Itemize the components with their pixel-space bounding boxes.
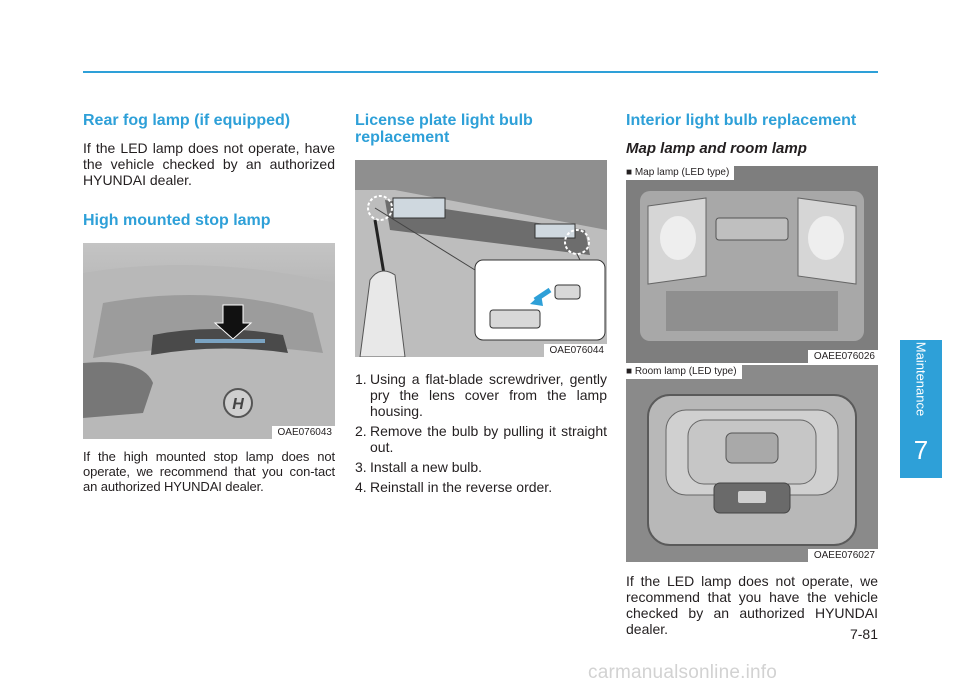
figure-code: OAEE076027 <box>808 549 878 562</box>
map-room-lamp-subheading: Map lamp and room lamp <box>626 140 807 157</box>
column-3 <box>626 108 878 637</box>
map-lamp-illustration <box>626 166 878 363</box>
chapter-tab-label <box>900 340 942 418</box>
step-item <box>355 479 607 495</box>
figure-label: ■ Map lamp (LED type) <box>626 166 734 180</box>
step-number: 1. <box>355 371 367 387</box>
figure-label: ■ Room lamp (LED type) <box>626 365 742 379</box>
page-number: 7-81 <box>849 626 878 642</box>
chapter-tab-label-text: Maintenance <box>913 341 929 417</box>
watermark: carmanualsonline.info <box>588 662 778 683</box>
step-text: Remove the bulb by pulling it straight out. <box>370 423 607 455</box>
rear-fog-lamp-text: If the LED lamp does not operate, have the vehicle checked by an authorized HYUNDAI dealer. <box>83 140 335 188</box>
rear-fog-lamp-heading: Rear fog lamp (if equipped) <box>83 112 291 129</box>
step-text: Using a flat-blade screwdriver, gently pry the lens cover from the lamp housing. <box>370 371 607 419</box>
figure-code: OAE076043 <box>272 426 336 439</box>
car-rear-illustration <box>83 243 335 439</box>
step-number: 3. <box>355 459 367 475</box>
interior-light-text: If the LED lamp does not operate, we recommend that you have the vehicle checked by an authorized HYUNDAI dealer. <box>626 573 878 637</box>
top-rule <box>83 71 878 73</box>
license-plate-illustration <box>355 160 607 357</box>
room-lamp-figure <box>626 365 878 562</box>
room-lamp-illustration <box>626 365 878 562</box>
high-mounted-stop-lamp-figure <box>83 243 335 439</box>
svg-text:H: H <box>232 396 244 413</box>
step-item <box>355 423 607 455</box>
high-mounted-stop-lamp-text: If the high mounted stop lamp does not operate, we recommend that you con-tact an authorized HYUNDAI dealer. <box>83 449 335 494</box>
step-text: Install a new bulb. <box>370 459 483 475</box>
column-2 <box>355 108 607 499</box>
figure-code: OAEE076026 <box>808 350 878 363</box>
step-text: Reinstall in the reverse order. <box>370 479 553 495</box>
step-item <box>355 459 607 475</box>
license-plate-light-figure <box>355 160 607 357</box>
replacement-steps <box>355 371 607 495</box>
column-1 <box>83 108 335 494</box>
interior-light-heading: Interior light bulb replacement <box>626 112 857 129</box>
license-plate-light-heading: License plate light bulb replacement <box>355 112 533 146</box>
step-number: 4. <box>355 479 367 495</box>
step-item <box>355 371 607 419</box>
chapter-number: 7 <box>913 435 929 465</box>
figure-code: OAE076044 <box>544 344 608 357</box>
step-number: 2. <box>355 423 367 439</box>
high-mounted-stop-lamp-heading: High mounted stop lamp <box>83 212 271 229</box>
map-lamp-figure <box>626 166 878 363</box>
